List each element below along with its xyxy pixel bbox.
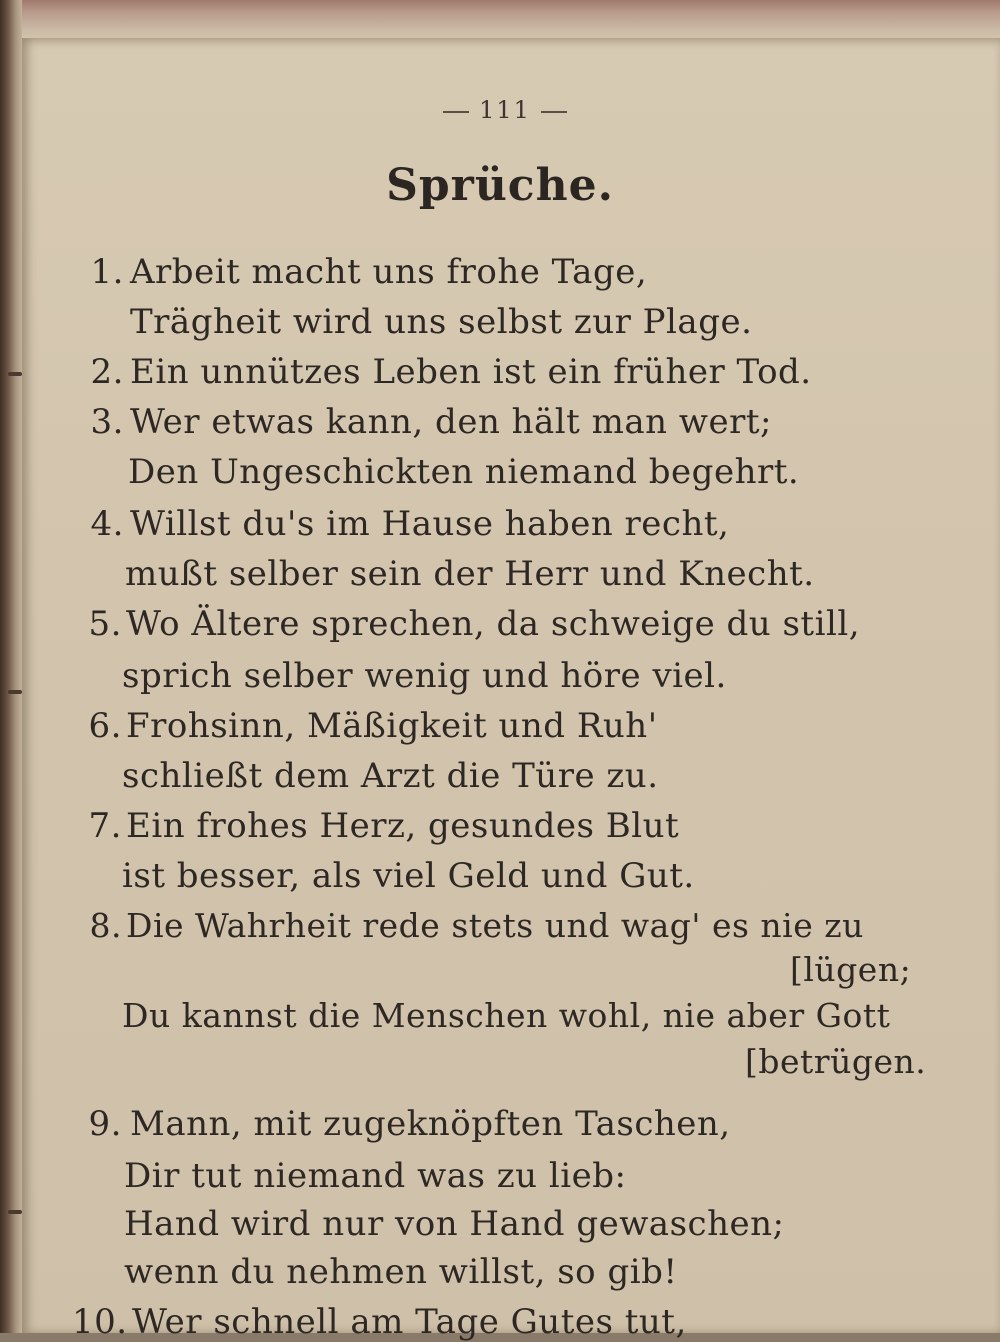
- saying-5-line-2: sprich selber wenig und höre viel.: [122, 656, 727, 696]
- page-number-text: 111: [479, 96, 531, 124]
- saying-line: Mann, mit zugeknöpften Taschen,: [130, 1104, 731, 1144]
- saying-line: Arbeit macht uns frohe Tage,: [130, 252, 648, 292]
- saying-number: 6.: [88, 706, 122, 746]
- binding-edge: [18, 0, 1000, 40]
- saying-number: 10.: [72, 1302, 128, 1342]
- dash-right: [541, 111, 567, 113]
- saying-line: Wo Ältere sprechen, da schweige du still,: [126, 604, 861, 644]
- saying-line: Wer schnell am Tage Gutes tut,: [132, 1302, 687, 1342]
- saying-number: 4.: [90, 504, 124, 544]
- page-number: [430, 96, 580, 124]
- saying-9-line-2: Dir tut niemand was zu lieb:: [124, 1156, 627, 1196]
- saying-7-line-2: ist besser, als viel Geld und Gut.: [122, 856, 695, 896]
- saying-9-line-4: wenn du nehmen willst, so gib!: [124, 1252, 678, 1292]
- saying-number: 3.: [90, 402, 124, 442]
- saying-line: Ein unnützes Leben ist ein früher Tod.: [130, 352, 812, 392]
- saying-number: 8.: [89, 906, 122, 945]
- saying-8-hanging-1: [lügen;: [790, 950, 912, 989]
- saying-8-hanging-2: [betrügen.: [745, 1042, 927, 1081]
- saying-8-line-3: Du kannst die Menschen wohl, nie aber Gott: [122, 996, 891, 1035]
- saying-number: 1.: [90, 252, 124, 292]
- saying-line: Ein frohes Herz, gesundes Blut: [126, 806, 680, 846]
- saying-line: Die Wahrheit rede stets und wag' es nie zu: [126, 906, 864, 945]
- saying-line: Frohsinn, Mäßigkeit und Ruh': [126, 706, 658, 746]
- binding-stitch: [8, 690, 22, 694]
- saying-number: 2.: [90, 352, 124, 392]
- dash-left: [443, 111, 469, 113]
- saying-line: Willst du's im Hause haben recht,: [130, 504, 730, 544]
- saying-1-line-2: Trägheit wird uns selbst zur Plage.: [130, 302, 753, 342]
- saying-6-line-2: schließt dem Arzt die Türe zu.: [122, 756, 659, 796]
- saying-number: 5.: [88, 604, 122, 644]
- page-title: Sprüche.: [386, 160, 614, 211]
- saying-9-line-3: Hand wird nur von Hand gewaschen;: [124, 1204, 785, 1244]
- saying-number: 7.: [88, 806, 122, 846]
- binding-stitch: [8, 1210, 22, 1214]
- saying-4-line-2: mußt selber sein der Herr und Knecht.: [125, 554, 815, 594]
- book-gutter: [0, 0, 22, 1333]
- binding-stitch: [8, 372, 22, 376]
- saying-line: Wer etwas kann, den hält man wert;: [130, 402, 772, 442]
- saying-number: 9.: [88, 1104, 122, 1144]
- saying-3-line-2: Den Ungeschickten niemand begehrt.: [128, 452, 800, 492]
